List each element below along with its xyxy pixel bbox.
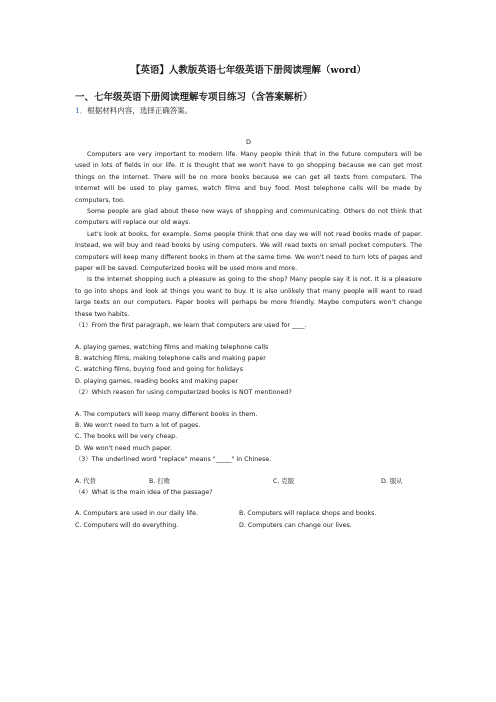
section-heading: 一、七年级英语下册阅读理解专项目练习（含答案解析）: [75, 92, 313, 103]
question-3-option-c: C. 克服: [273, 477, 294, 485]
question-3-stem: （3）The underlined word "replace" means "_____" in Chinese.: [75, 456, 272, 464]
question-4-option-a: A. Computers are used in our daily life.: [75, 510, 198, 518]
document-title: 【英语】人教版英语七年级英语下册阅读理解（word）: [130, 65, 367, 76]
question-1-option-a: A. playing games, watching films and making telephone calls: [75, 343, 269, 351]
instruction: [75, 105, 422, 116]
question-3-option-d: D. 服从: [381, 477, 403, 485]
passage-paragraph-3: Let's look at books, for example. Some people think that one day we will not read books made of paper. Instead, we will buy and read books by using computers. We will read texts on small pocket computers. The computers will keep many different books in them at the same time. We won't need to turn lots of pages and paper will be saved. Computerized books will be used more and more.: [75, 230, 422, 273]
question-1-stem: （1）From the first paragraph, we learn that computers are used for ____.: [75, 322, 307, 330]
question-2-option-d: D. We won't need much paper.: [75, 444, 172, 452]
question-2-stem: （2）Which reason for using computerized books is NOT mentioned?: [75, 389, 292, 397]
question-1-options: [75, 342, 422, 388]
question-1-option-c: C. watching films, buying food and going for holidays: [75, 366, 243, 374]
question-4-option-b: B. Computers will replace shops and books.: [239, 510, 377, 518]
question-3-options: [75, 476, 422, 487]
question-4-option-c: C. Computers will do everything.: [75, 521, 179, 529]
question-1-option-d: D. playing games, reading books and making paper: [75, 377, 239, 385]
passage-paragraph-1: Computers are very important to modern life. Many people think that in the future computers will be used in lots of fields in our life. It is thought that we won't have to go shopping because we can get most things on the Internet. There will be no more books because we can get all texts from computers. The Internet will be used to play games, watch films and buy food. Most telephone calls will be made by computers, too.: [75, 151, 422, 204]
question-3-option-b: B. 打败: [149, 477, 170, 485]
passage-paragraph-2: Some people are glad about these new ways of shopping and communicating. Others do not think that computers will replace our old ways.: [75, 208, 422, 227]
question-4-option-d: D. Computers can change our lives.: [239, 521, 352, 529]
question-4-stem: （4）What is the main idea of the passage?: [75, 488, 213, 496]
passage-label: D: [245, 138, 251, 146]
instruction-text: 根据材料内容，选择正确答案。: [87, 106, 193, 115]
question-2-option-a: A. The computers will keep many different books in them.: [75, 410, 258, 418]
question-2-option-b: B. We won't need to turn a lot of pages.: [75, 421, 201, 429]
instruction-number: 1．: [75, 106, 88, 115]
question-1-option-b: B. watching films, making telephone calls and making paper: [75, 354, 266, 362]
question-2-options: [75, 409, 422, 455]
question-4-options-row-1: [75, 508, 422, 519]
passage-paragraph-4: Is the Internet shopping such a pleasure as going to the shop? Many people say it is not. It is a pleasure to go into shops and look at things you want to buy. It is also unlikely that many people will want to read large texts on our computers. Paper books will perhaps be more friendly. Maybe computers won't change these two habits.: [75, 276, 422, 318]
question-3-option-a: A. 代替: [75, 477, 96, 485]
question-4-options-row-2: [75, 520, 422, 531]
question-2-option-c: C. The books will be very cheap.: [75, 433, 178, 441]
